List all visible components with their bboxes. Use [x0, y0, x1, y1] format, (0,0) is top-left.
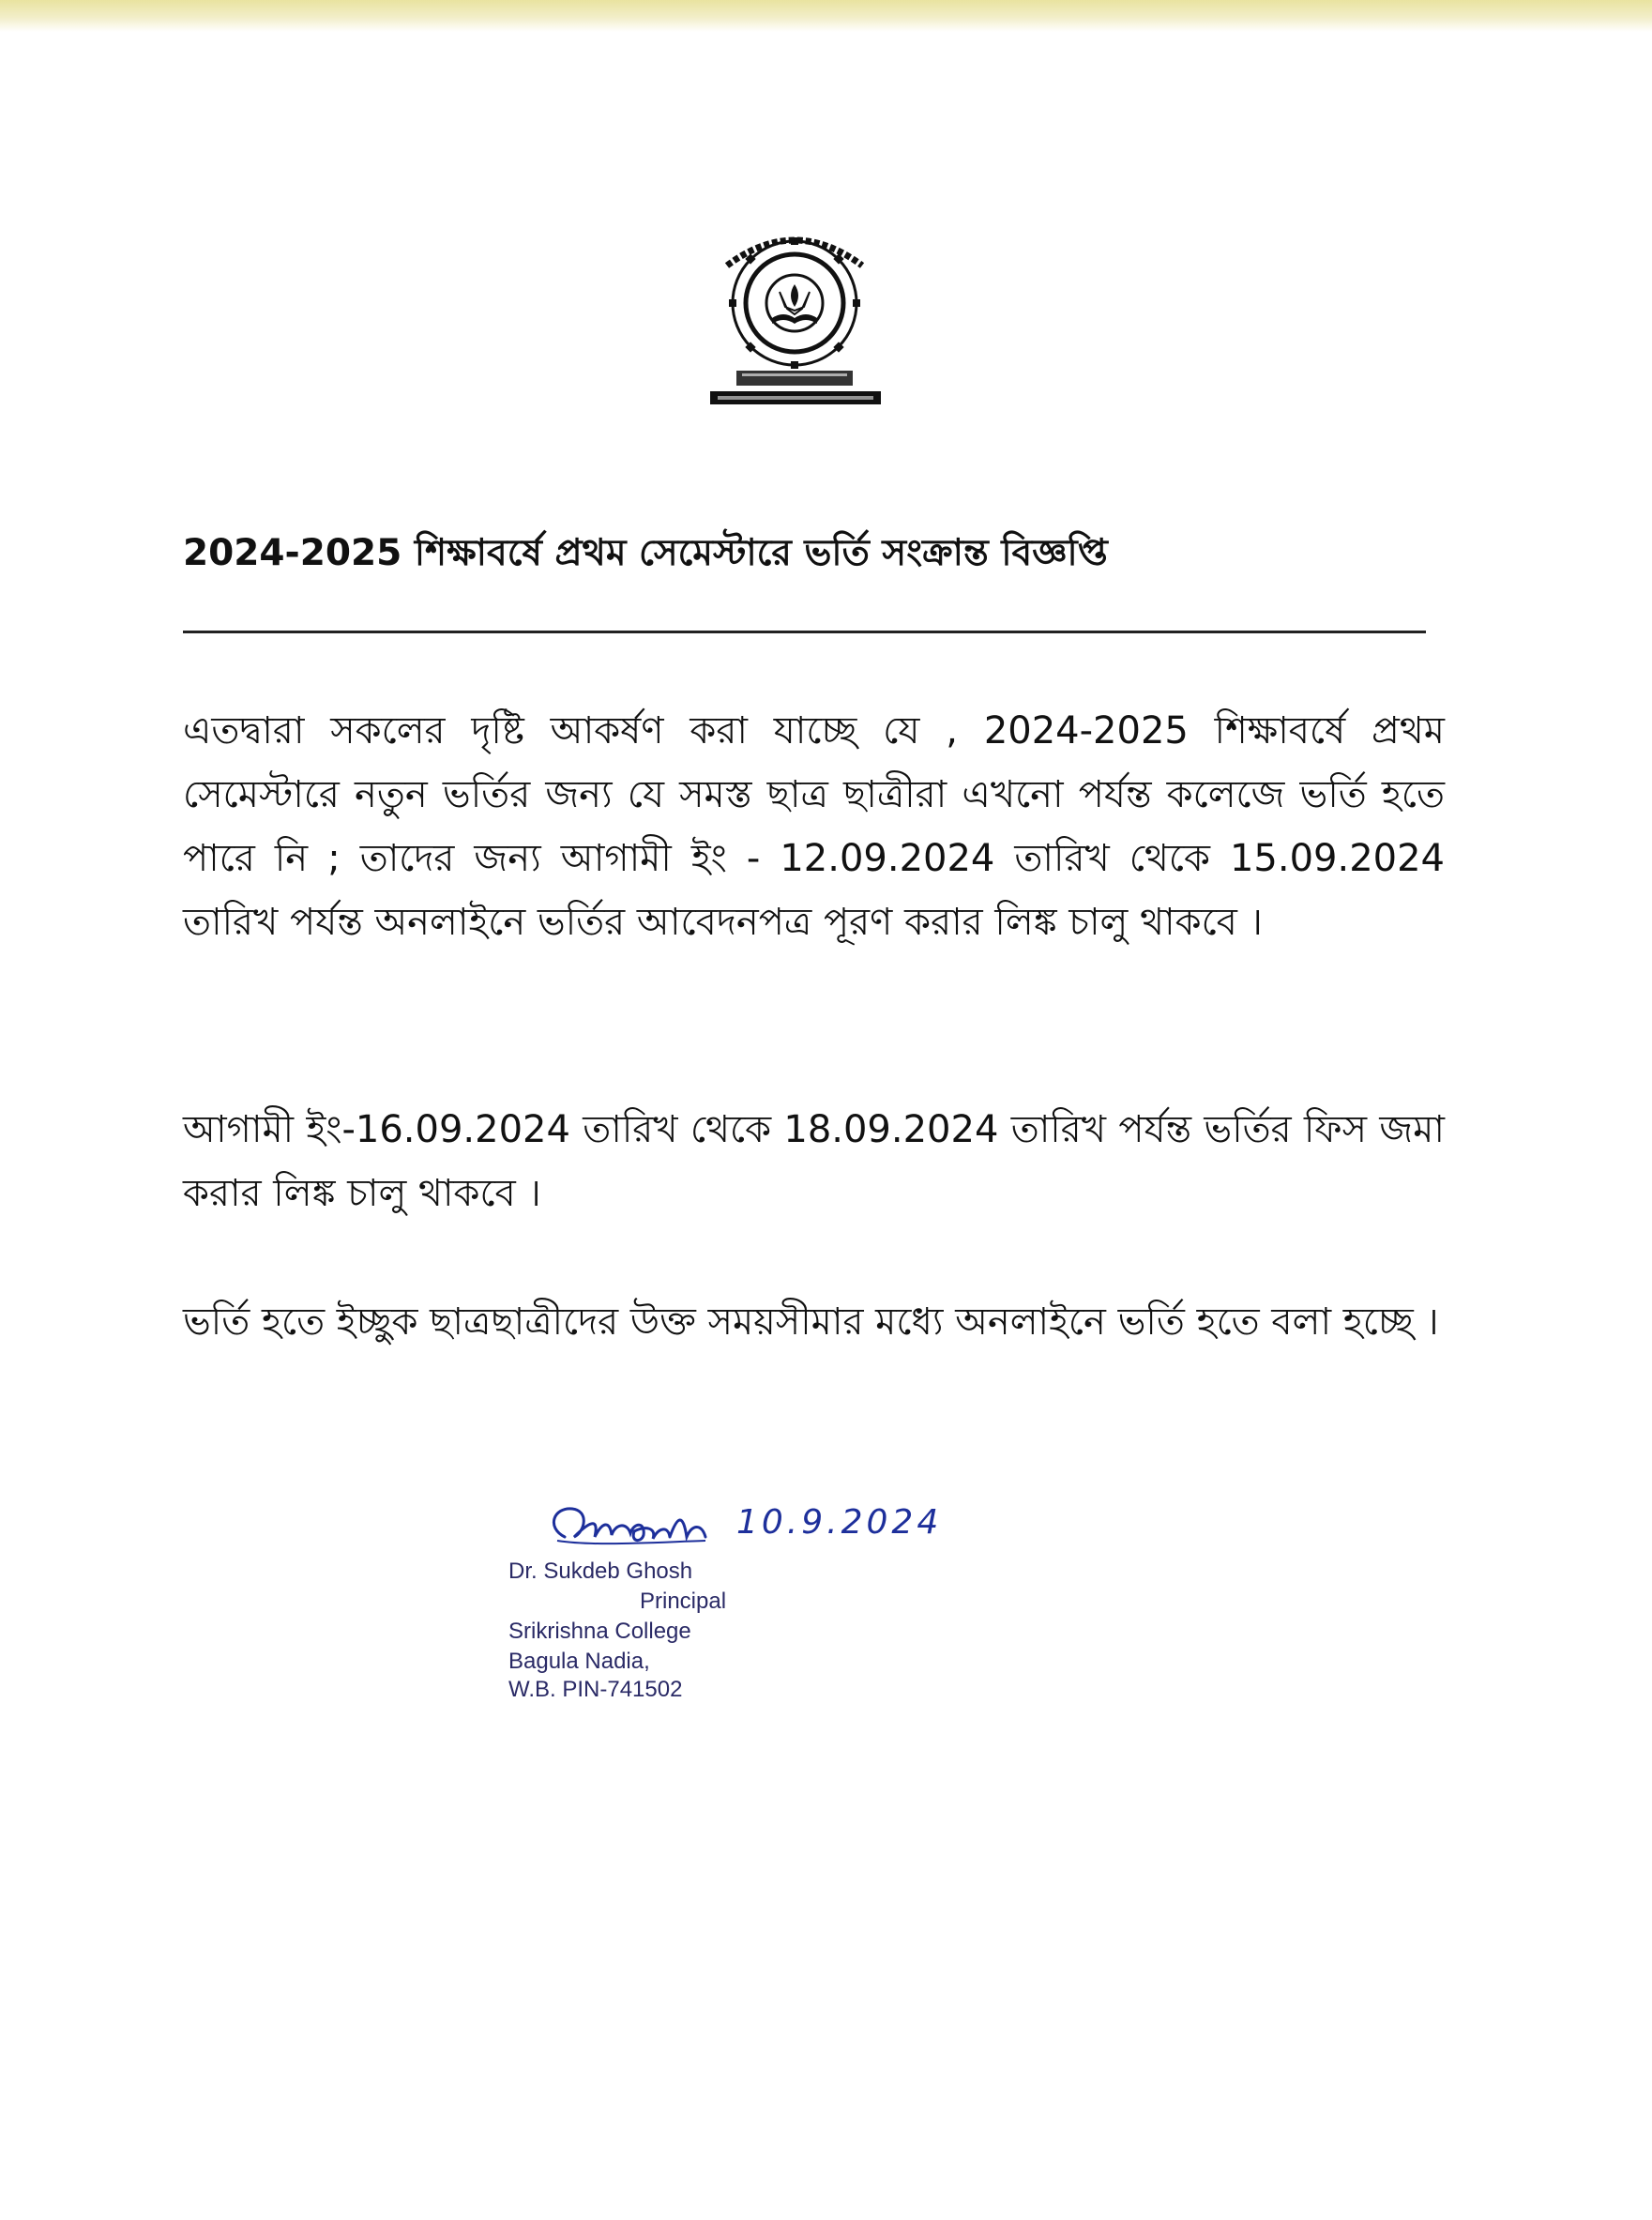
- notice-paragraph-1: এতদ্বারা সকলের দৃষ্টি আকর্ষণ করা যাচ্ছে যে , 2024-2025 শিক্ষাবর্ষে প্রথম সেমেস্টারে নতুন ভর্তির জন্য যে সমস্ত ছাত্র ছাত্রীরা এখনো পর্যন্ত কলেজে ভর্তি হতে পারে নি ; তাদের জন্য আগামী ইং - 12.09.2024 তারিখ থেকে 15.09.2024 তারিখ পর্যন্ত অনলাইনে ভর্তির আবেদনপত্র পূরণ করার লিঙ্ক চালু থাকবে ।: [183, 709, 1445, 944]
- notice-title: 2024-2025 শিক্ষাবর্ষে প্রথম সেমেস্টারে ভর্তি সংক্রান্ত বিজ্ঞপ্তি: [183, 532, 1108, 574]
- college-logo: [690, 220, 901, 408]
- page-top-tint: [0, 0, 1652, 32]
- college-address-line-2: W.B. PIN-741502: [508, 1677, 683, 1702]
- signature-date: 10.9.2024: [736, 1503, 943, 1542]
- principal-name: Dr. Sukdeb Ghosh: [508, 1559, 693, 1584]
- college-address-line-1: Bagula Nadia,: [508, 1649, 650, 1674]
- principal-signature-block: [507, 1499, 994, 1715]
- principal-designation: Principal: [640, 1589, 727, 1614]
- college-name: Srikrishna College: [508, 1619, 691, 1644]
- notice-paragraph-3: ভর্তি হতে ইচ্ছুক ছাত্রছাত্রীদের উক্ত সময়সীমার মধ্যে অনলাইনে ভর্তি হতে বলা হচ্ছে ।: [183, 1300, 1439, 1344]
- notice-paragraph-2: আগামী ইং-16.09.2024 তারিখ থেকে 18.09.2024 তারিখ পর্যন্ত ভর্তির ফিস জমা করার লিঙ্ক চালু থাকবে ।: [183, 1108, 1445, 1215]
- title-underline: [183, 631, 1426, 633]
